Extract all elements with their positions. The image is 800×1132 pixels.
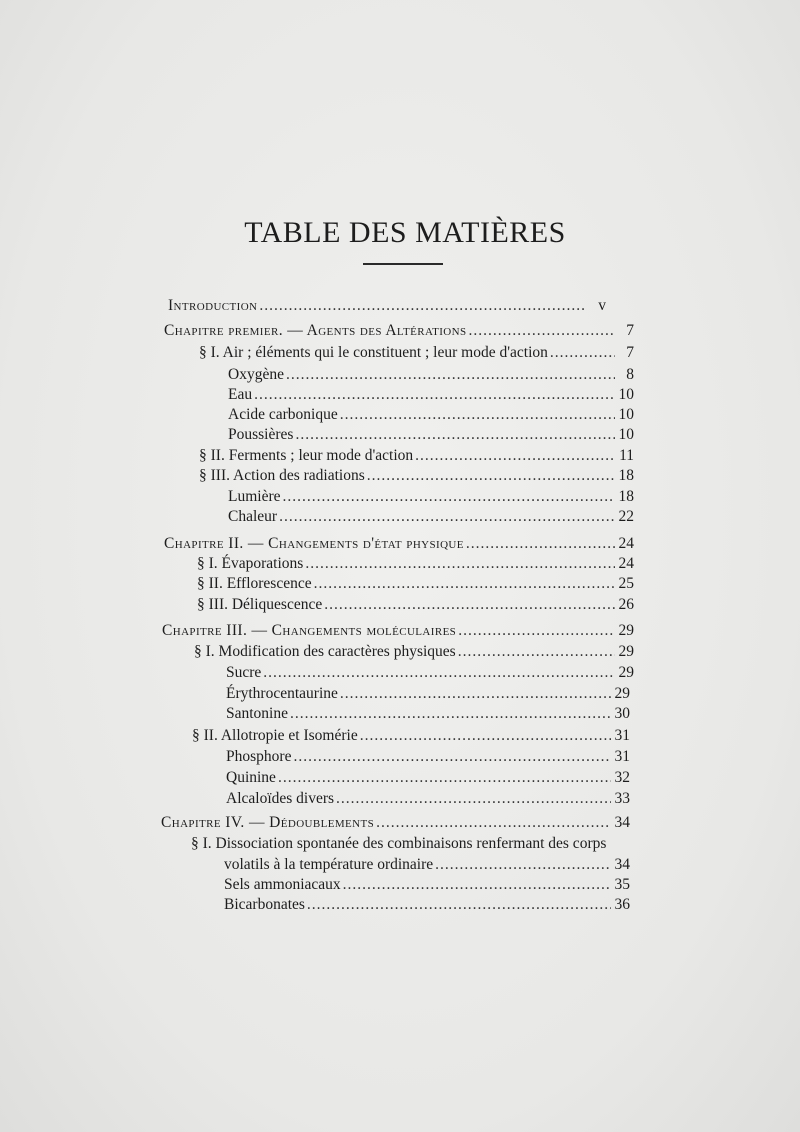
- dot-leader: [324, 596, 615, 614]
- dot-leader: [254, 386, 615, 404]
- toc-entry-page: 10: [618, 426, 634, 443]
- toc-entry-page: 10: [618, 386, 634, 403]
- toc-entry-subsection: [226, 685, 630, 707]
- toc-entry-page: 18: [618, 467, 634, 484]
- toc-entry-label: Eau: [228, 386, 253, 403]
- toc-entry-page: v: [598, 297, 606, 314]
- toc-entry-page: 30: [614, 705, 630, 722]
- toc-entry-page: 24: [618, 555, 634, 572]
- toc-entry-label: Bicarbonates: [224, 896, 305, 913]
- toc-entry-label: § III. Action des radiations: [199, 467, 365, 484]
- toc-entry-page: 36: [614, 896, 630, 913]
- toc-entry-subsection: [224, 896, 630, 918]
- toc-entry-label: Oxygène: [228, 366, 284, 383]
- toc-entry-label: § I. Évaporations: [197, 555, 304, 572]
- toc-entry-subsection: [226, 748, 630, 770]
- toc-entry-subsection: [226, 705, 630, 727]
- toc-entry-label: Chaleur: [228, 508, 278, 525]
- toc-entry-subsection: [228, 426, 634, 448]
- dot-leader: [278, 769, 611, 787]
- toc-entry-label: § III. Déliquescence: [197, 596, 323, 613]
- dot-leader: [376, 814, 611, 832]
- toc-entry-section: [199, 344, 634, 366]
- toc-entry-label: Sucre: [226, 664, 262, 681]
- dot-leader: [435, 856, 611, 874]
- toc-entry-label: Alcaloïdes divers: [226, 790, 335, 807]
- toc-entry-page: 24: [618, 535, 634, 552]
- dot-leader: [340, 685, 611, 703]
- dot-leader: [336, 790, 611, 808]
- toc-entry-subsection: [224, 876, 630, 898]
- toc-entry-label: Érythrocentaurine: [226, 685, 338, 702]
- toc-entry-page: 34: [614, 856, 630, 873]
- toc-entry-label: Santonine: [226, 705, 288, 722]
- toc-entry-section: [199, 467, 634, 489]
- dot-leader: [290, 705, 611, 723]
- toc-entry-label: Chapitre IV. — Dédoublements: [161, 814, 375, 831]
- toc-entry-subsection: [228, 386, 634, 408]
- toc-entry-section: [192, 727, 630, 749]
- toc-entry-label: § I. Air ; éléments qui le constituent ; leur mode d'action: [199, 344, 548, 361]
- toc-entry-label: Chapitre premier. — Agents des Altérations: [164, 322, 467, 339]
- dot-leader: [360, 727, 611, 745]
- dot-leader: [279, 508, 615, 526]
- toc-entry-page: 33: [614, 790, 630, 807]
- toc-entry-chapter-1: [164, 322, 634, 344]
- toc-entry-page: 29: [618, 664, 634, 681]
- toc-entry-page: 29: [614, 685, 630, 702]
- toc-entry-page: 22: [618, 508, 634, 525]
- page-title: TABLE DES MATIÈRES: [244, 216, 566, 250]
- toc-entry-page: 32: [614, 769, 630, 786]
- toc-entry-section: [197, 575, 634, 597]
- toc-entry-label: Introduction: [168, 297, 258, 314]
- toc-entry-section-line-2: [224, 856, 630, 878]
- toc-entry-page: 29: [618, 622, 634, 639]
- toc-entry-subsection: [228, 508, 634, 530]
- toc-entry-section-line-1: [191, 835, 606, 853]
- toc-entry-label: Sels ammoniacaux: [224, 876, 341, 893]
- toc-entry-page: 35: [614, 876, 630, 893]
- toc-entry-page: 7: [626, 322, 634, 339]
- toc-entry-introduction: [168, 297, 606, 319]
- toc-entry-section: [194, 643, 634, 665]
- dot-leader: [263, 664, 615, 682]
- toc-entry-subsection: [226, 769, 630, 791]
- dot-leader: [469, 322, 615, 340]
- dot-leader: [314, 575, 615, 593]
- toc-entry-page: 8: [626, 366, 634, 383]
- toc-entry-label: § II. Allotropie et Isomérie: [192, 727, 358, 744]
- toc-entry-label: § II. Efflorescence: [197, 575, 312, 592]
- toc-entry-page: 34: [614, 814, 630, 831]
- dot-leader: [458, 622, 615, 640]
- toc-entry-page: 7: [626, 344, 634, 361]
- dot-leader: [550, 344, 615, 362]
- dot-leader: [466, 535, 615, 553]
- dot-leader: [307, 896, 611, 914]
- dot-leader: [343, 876, 611, 894]
- toc-entry-subsection: [228, 366, 634, 388]
- dot-leader: [283, 488, 615, 506]
- dot-leader: [259, 297, 587, 315]
- toc-entry-chapter-2: [164, 535, 634, 557]
- toc-entry-section: [197, 555, 634, 577]
- dot-leader: [295, 426, 615, 444]
- dot-leader: [305, 555, 615, 573]
- toc-entry-label: Lumière: [228, 488, 281, 505]
- toc-entry-subsection: [226, 664, 634, 686]
- toc-entry-label: § I. Modification des caractères physiques: [194, 643, 456, 660]
- toc-entry-label: § I. Dissociation spontanée des combinaisons renfermant des corps: [191, 835, 607, 852]
- dot-leader: [415, 447, 615, 465]
- dot-leader: [458, 643, 615, 661]
- toc-entry-subsection: [228, 406, 634, 428]
- toc-entry-page: 31: [614, 727, 630, 744]
- toc-entry-section: [199, 447, 634, 469]
- toc-entry-page: 10: [618, 406, 634, 423]
- toc-entry-label: Poussières: [228, 426, 294, 443]
- toc-entry-label: Chapitre III. — Changements moléculaires: [162, 622, 457, 639]
- toc-entry-page: 25: [618, 575, 634, 592]
- toc-entry-label: § II. Ferments ; leur mode d'action: [199, 447, 414, 464]
- toc-entry-page: 18: [618, 488, 634, 505]
- toc-entry-label: volatils à la température ordinaire: [224, 856, 434, 873]
- dot-leader: [367, 467, 615, 485]
- toc-entry-subsection: [228, 488, 634, 510]
- dot-leader: [286, 366, 615, 384]
- dot-leader: [340, 406, 615, 424]
- toc-entry-label: Phosphore: [226, 748, 292, 765]
- toc-entry-page: 31: [614, 748, 630, 765]
- toc-entry-label: Acide carbonique: [228, 406, 338, 423]
- toc-entry-label: Quinine: [226, 769, 276, 786]
- toc-entry-chapter-4: [161, 814, 630, 836]
- toc-entry-page: 11: [619, 447, 634, 464]
- toc-entry-label: Chapitre II. — Changements d'état physique: [164, 535, 464, 552]
- toc-entry-chapter-3: [162, 622, 634, 644]
- toc-entry-section: [197, 596, 634, 618]
- dot-leader: [293, 748, 611, 766]
- toc-entry-page: 26: [618, 596, 634, 613]
- toc-entry-page: 29: [618, 643, 634, 660]
- toc-entry-subsection: [226, 790, 630, 812]
